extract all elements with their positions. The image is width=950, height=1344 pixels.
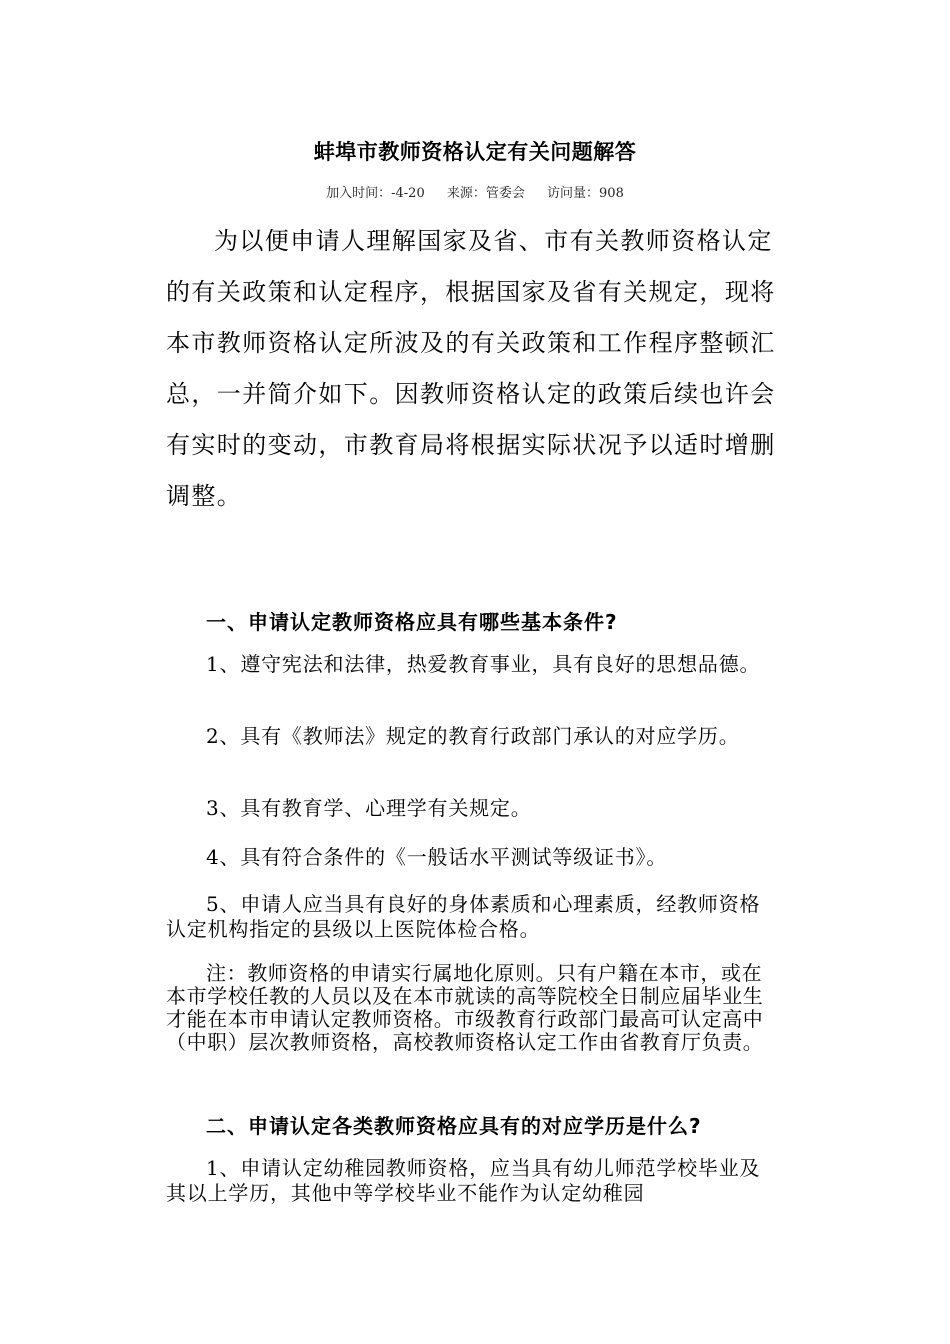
meta-added-time: 加入时间：-4-20 <box>326 186 425 201</box>
section-1-item-5: 5、申请人应当具有良好的身体素质和心理素质，经教师资格认定机构指定的县级以上医院体检合格。 <box>166 892 761 941</box>
meta-visits: 访问量：908 <box>547 186 624 201</box>
intro-paragraph: 为以便申请人理解国家及省、市有关教师资格认定的有关政策和认定程序，根据国家及省有关规定，现将本市教师资格认定所波及的有关政策和工作程序整顿汇总，一并简介如下。因教师资格认定的政策后续也许会有实时的变动，市教育局将根据实际状况予以适时增删调整。 <box>166 227 776 510</box>
section-1-item-3: 3、具有教育学、心理学有关规定。 <box>206 796 532 820</box>
document-meta <box>0 182 950 201</box>
meta-source: 来源：管委会 <box>446 186 525 201</box>
section-1-item-4: 4、具有符合条件的《一般话水平测试等级证书》。 <box>206 845 668 869</box>
section-1-item-2: 2、具有《教师法》规定的教育行政部门承认的对应学历。 <box>206 724 740 748</box>
section-2-item-1: 1、申请认定幼稚园教师资格，应当具有幼儿师范学校毕业及其以上学历，其他中等学校毕业不能作为认定幼稚园 <box>166 1156 761 1205</box>
section-2-heading: 二、申请认定各类教师资格应具有的对应学历是什么? <box>206 1114 702 1138</box>
section-1-heading: 一、申请认定教师资格应具有哪些基本条件? <box>206 610 618 634</box>
document-title: 蚌埠市教师资格认定有关问题解答 <box>313 140 637 164</box>
section-1-note: 注：教师资格的申请实行属地化原则。只有户籍在本市，或在本市学校任教的人员以及在本市就读的高等院校全日制应届毕业生才能在本市申请认定教师资格。市级教育行政部门最高可认定高中（中职）层次教师资格，高校教师资格认定工作由省教育厅负责。 <box>166 961 764 1054</box>
section-1-item-1: 1、遵守宪法和法律，热爱教育事业，具有良好的思想品德。 <box>206 652 761 676</box>
